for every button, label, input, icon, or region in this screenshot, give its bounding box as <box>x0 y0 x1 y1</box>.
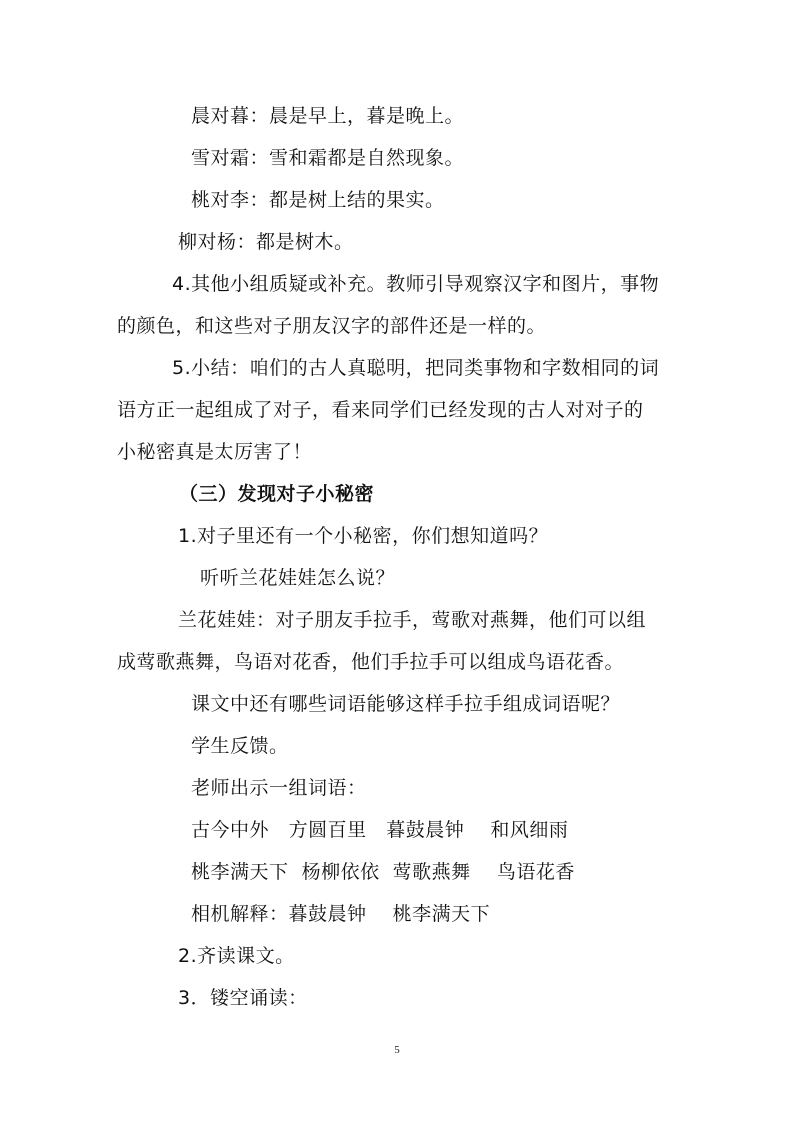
paragraph-line: 2.齐读课文。 <box>178 945 295 967</box>
section-heading: （三）发现对子小秘密 <box>179 483 375 505</box>
paragraph-line: 晨对暮：晨是早上，暮是晚上。 <box>191 105 465 127</box>
paragraph-line: 相机解释：暮鼓晨钟 桃李满天下 <box>191 903 491 925</box>
paragraph-line: 兰花娃娃：对子朋友手拉手，莺歌对燕舞，他们可以组 <box>178 609 647 631</box>
paragraph-line: 3．镂空诵读： <box>178 987 308 1009</box>
word-list-line: 桃李满天下 杨柳依依 莺歌燕舞 鸟语花香 <box>191 861 575 883</box>
paragraph-line: 学生反馈。 <box>191 735 289 757</box>
word-list-line: 古今中外 方圆百里 暮鼓晨钟 和风细雨 <box>191 819 569 841</box>
paragraph-line: 老师出示一组词语： <box>191 777 367 799</box>
paragraph-line: 语方正一起组成了对子，看来同学们已经发现的古人对对子的 <box>117 399 644 421</box>
paragraph-line: 5.小结：咱们的古人真聪明，把同类事物和字数相同的词 <box>172 357 660 379</box>
paragraph-line: 成莺歌燕舞，鸟语对花香，他们手拉手可以组成鸟语花香。 <box>117 651 625 673</box>
paragraph-line: 课文中还有哪些词语能够这样手拉手组成词语呢？ <box>191 693 621 715</box>
paragraph-line: 4.其他小组质疑或补充。教师引导观察汉字和图片，事物 <box>172 273 660 295</box>
paragraph-line: 柳对杨：都是树木。 <box>178 231 354 253</box>
page-number: 5 <box>394 1044 400 1056</box>
paragraph-line: 听听兰花娃娃怎么说？ <box>200 567 396 589</box>
paragraph-line: 桃对李：都是树上结的果实。 <box>191 189 445 211</box>
paragraph-line: 小秘密真是太厉害了！ <box>117 441 313 463</box>
paragraph-line: 雪对霜：雪和霜都是自然现象。 <box>191 147 465 169</box>
paragraph-line: 1.对子里还有一个小秘密，你们想知道吗？ <box>178 525 549 547</box>
paragraph-line: 的颜色，和这些对子朋友汉字的部件还是一样的。 <box>117 315 547 337</box>
